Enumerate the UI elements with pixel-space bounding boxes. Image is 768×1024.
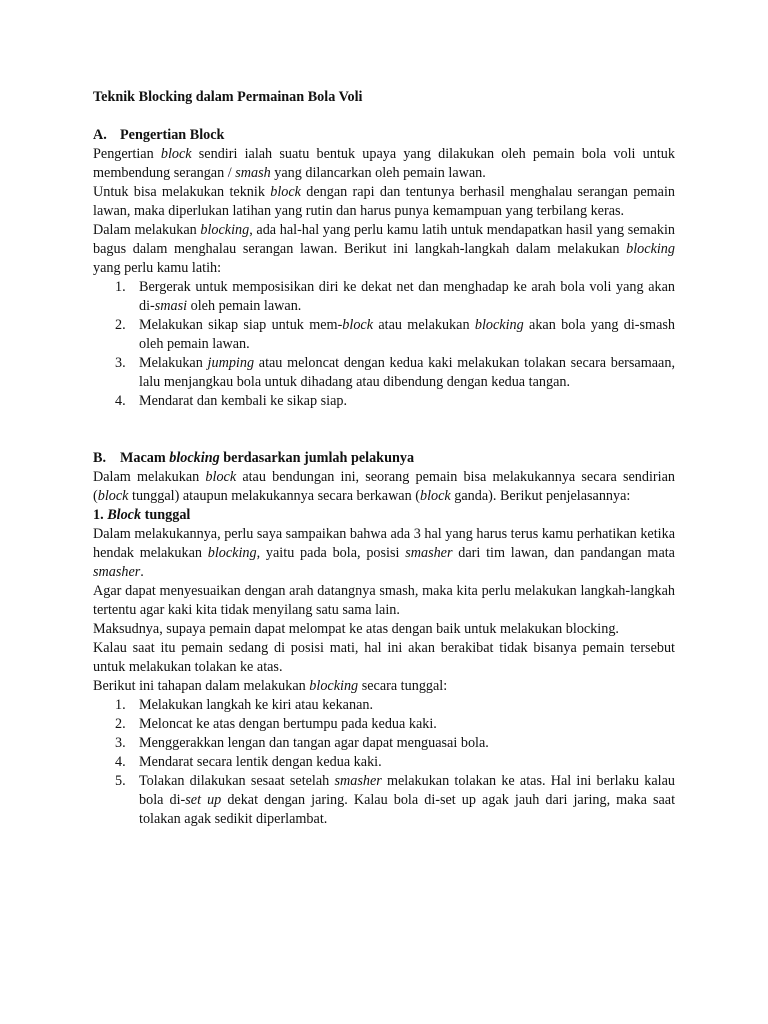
section-a-paragraph-2: Untuk bisa melakukan teknik block dengan rapi dan tentunya berhasil menghalau serangan pemain lawan, maka diperlukan latihan yang rutin dan harus punya kemampuan yang terbilang keras.: [93, 184, 676, 219]
list-item: 1. Melakukan langkah ke kiri atau kekanan.: [115, 697, 374, 713]
list-item: 1. Bergerak untuk memposisikan diri ke dekat net dan menghadap ke arah bola voli yang akan di-smasi oleh pemain lawan.: [115, 279, 675, 314]
document-title: Teknik Blocking dalam Permainan Bola Voli: [93, 89, 363, 105]
section-b-paragraph-4: Maksudnya, supaya pemain dapat melompat ke atas dengan baik untuk melakukan blocking.: [93, 621, 619, 637]
section-a-steps-list: [93, 278, 675, 411]
list-item: 2. Melakukan sikap siap untuk mem-block atau melakukan blocking akan bola yang di-smash oleh pemain lawan.: [115, 317, 675, 352]
section-b-label: B.: [93, 450, 107, 466]
section-a-paragraph-1: Pengertian block sendiri ialah suatu bentuk upaya yang dilakukan oleh pemain bola voli untuk membendung serangan / smash yang dilancarkan oleh pemain lawan.: [93, 146, 675, 181]
section-b-paragraph-1: Dalam melakukan block atau bendungan ini, seorang pemain bisa melakukannya secara sendirian (block tunggal) ataupun melakukannya secara berkawan (block ganda). Berikut penjelasannya:: [93, 469, 675, 504]
document-page: [93, 88, 675, 829]
section-a-heading: [93, 126, 675, 145]
section-a-heading-text: Pengertian Block: [120, 127, 225, 143]
section-b-paragraph-3: Agar dapat menyesuaikan dengan arah datangnya smash, maka kita perlu melakukan langkah-langkah tertentu agar kaki kita tidak menyilang satu sama lain.: [93, 583, 675, 618]
section-b-paragraph-2: Dalam melakukannya, perlu saya sampaikan bahwa ada 3 hal yang harus terus kamu perhatikan ketika hendak melakukan blocking, yaitu pada bola, posisi smasher dari tim lawan, dan pandangan mata smasher.: [93, 526, 675, 580]
list-item: 4. Mendarat dan kembali ke sikap siap.: [115, 393, 348, 409]
list-item: 3. Melakukan jumping atau meloncat dengan kedua kaki melakukan tolakan secara bersamaan, lalu menjangkau bola untuk dihadang atau dibendung dengan kedua tangan.: [115, 355, 675, 390]
section-a-label: A.: [93, 127, 107, 143]
subsection-block-tunggal-heading: 1. Block tunggal: [93, 507, 191, 523]
section-a-paragraph-3: Dalam melakukan blocking, ada hal-hal yang perlu kamu latih untuk mendapatkan hasil yang semakin bagus dalam menghalau serangan lawan. Berikut ini langkah-langkah dalam melakukan blocking yang perlu kamu latih:: [93, 222, 676, 276]
section-b-steps-list: [93, 696, 675, 829]
section-spacer: [93, 411, 675, 449]
list-item: 2. Meloncat ke atas dengan bertumpu pada kedua kaki.: [115, 716, 437, 732]
section-b-paragraph-6: Berikut ini tahapan dalam melakukan blocking secara tunggal:: [93, 678, 448, 694]
section-b-paragraph-5: Kalau saat itu pemain sedang di posisi mati, hal ini akan berakibat tidak bisanya pemain tersebut untuk melakukan tolakan ke atas.: [93, 640, 675, 675]
section-b-heading: B. Macam blocking berdasarkan jumlah pelakunya: [93, 450, 415, 466]
list-item: 3. Menggerakkan lengan dan tangan agar dapat menguasai bola.: [115, 735, 489, 751]
list-item: 5. Tolakan dilakukan sesaat setelah smasher melakukan tolakan ke atas. Hal ini berlaku kalau bola di-set up dekat dengan jaring. Kalau bola di-set up agak jauh dari jaring, maka saat tolakan agak sedikit diperlambat.: [115, 773, 676, 827]
list-item: 4. Mendarat secara lentik dengan kedua kaki.: [115, 754, 382, 770]
